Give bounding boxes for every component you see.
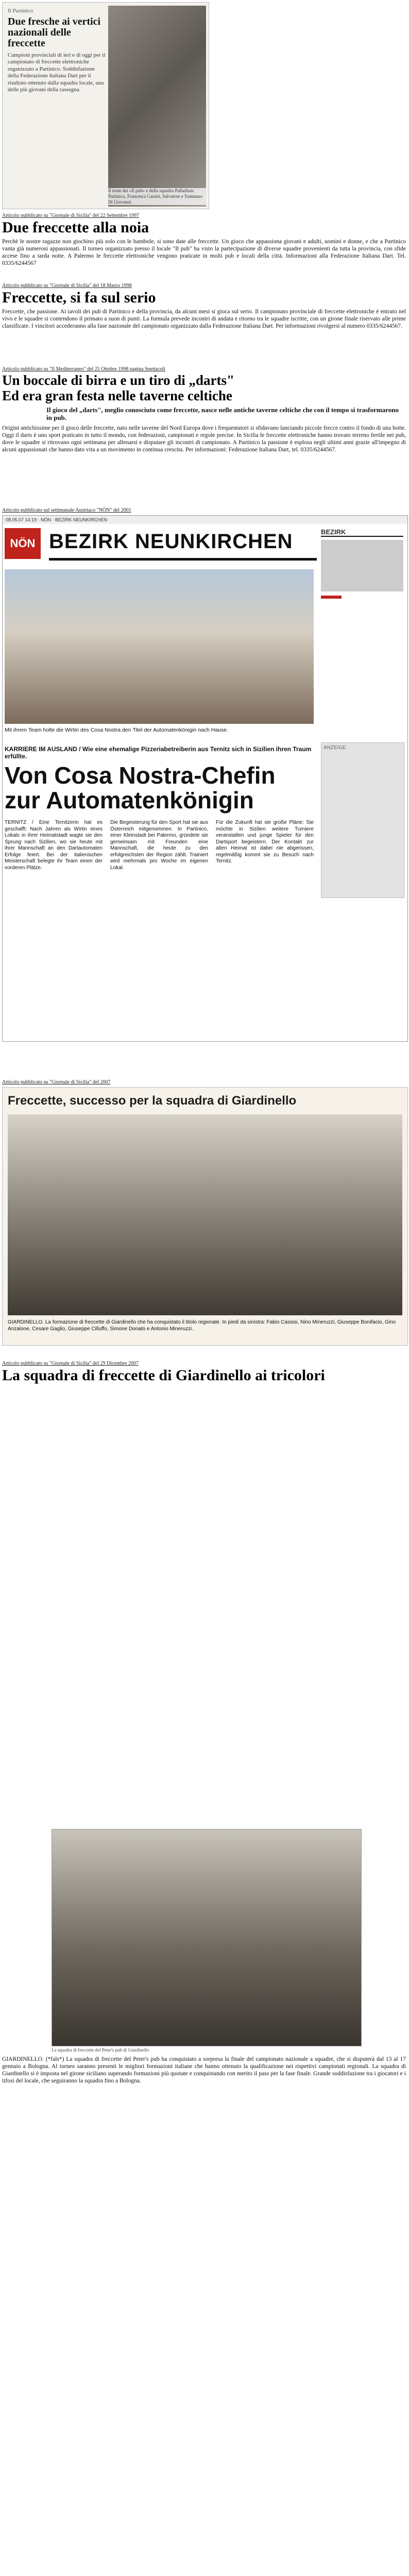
sidebar-accent bbox=[321, 596, 342, 599]
article-subtitle: Ed era gran festa nelle taverne celtiche bbox=[2, 388, 232, 403]
article-lead: Il gioco del „darts", meglio conosciuto come freccette, nasce nelle antiche taverne celtiche che con il tempo si trasformarono in pub. bbox=[46, 406, 399, 421]
article-source-caption: Articolo pubblicato su "Giornale di Sicilia" del 2007 bbox=[2, 1079, 111, 1085]
article-source-caption: Articolo pubblicato su "Giornale di Sicilia" del 22 Settembre 1997 bbox=[2, 213, 140, 218]
clipping-photo-caption: Il team dei «Il pub» e della squadra Palladium Partinico, Francesca Cassisi, Salvatore e Tommaso Di Giovanni bbox=[108, 188, 206, 205]
article-body: GIARDINELLO. (*fals*) La squadra di freccette del Peter's pub ha conquistato a sorpresa la finale del campionato nazionale a squadre, che si disputerà dal 13 al 17 gennaio a Bologna. Al torneo saranno presenti le migliori formazioni italiane che hanno ottenuto la qualificazione nei rispettivi campionati regionali. La squadra di Giardinello si è imposta nel girone siciliano superando formazioni più quotate e conquistando con merito il pass per la fase finale. Grande soddisfazione tra i giocatori e i tifosi del locale, che seguiranno la squadra fino a Bologna. bbox=[2, 2056, 406, 2084]
article-column-2: Die Begeisterung für den Sport hat sie aus Österreich mitgenommen. In Partinico, einer Kleinstadt bei Palermo, gründete sie gemeinsam mit Freunden eine Mannschaft, die heute zu den erfolgreichsten der Region zählt. Trainiert wird mehrmals pro Woche im eigenen Lokal. bbox=[110, 820, 208, 871]
clipping-title: Due fresche ai vertici nazionali delle freccette bbox=[8, 15, 101, 49]
article-body: Perchè le nostre ragazze non giochino più solo con le bambole, si sono date alle freccette. Un gioco che appassiona giovani e adulti, uomini e donne, e che a Partinico vanta già numerosi appassionati. Il torneo organizzato presso il locale "Il pub" ha visto la partecipazione di diverse squadre provenienti da tutta la provincia, con sfide accese fino a tarda notte. A Palermo le freccette elettroniche vengono praticate in molti pub e locali della città. Informazioni alla Federazione Italiana Dart. Tel. 0335/6244567 bbox=[2, 239, 406, 266]
article-kicker: KARRIERE IM AUSLAND / Wie eine ehemalige Pizzeriabetreiberin aus Ternitz sich in Sizilien ihren Traum erfüllte. bbox=[5, 745, 312, 760]
photo-caption: La squadra di freccette del Peter's pub di Giardinello bbox=[52, 2047, 149, 2053]
photo-caption: GIARDINELLO. La formazione di freccette di Giardinello che ha conquistato il titolo regionale. In piedi da sinistra: Fabio Cassisi, Nino Mineruzzi, Giuseppe Bonifacio, Gino Anzalone, Cesare Gaglio, Giuseppe Cilluffo, Simone Donato e Antonio Mineruzzi. bbox=[8, 1319, 396, 1332]
article-source-caption: Articolo pubblicato sul settimanale Austriaco "NÖN" del 2001 bbox=[2, 507, 131, 513]
section-rule bbox=[49, 558, 317, 561]
photo-caption: Mit ihrem Team holte die Wirtin des Cosa Nostra den Titel der Automatenkönigin nach Hause. bbox=[5, 727, 229, 733]
clipping-title: Freccette, successo per la squadra di Giardinello bbox=[8, 1094, 297, 1108]
article-source-caption: Articolo pubblicato su "Giornale di Sicilia" del 29 Dicembre 2007 bbox=[2, 1361, 139, 1366]
noen-logo: NÖN bbox=[5, 528, 41, 559]
article-title: Freccette, si fa sul serio bbox=[2, 289, 156, 306]
team-photo-bologna bbox=[52, 1829, 362, 2046]
article-body: Origini antichissime per il gioco delle freccette, nato nelle taverne del Nord Europa dove i frequentatori si sfidavano lanciando piccole frecce contro il fondo di una botte. Oggi il darts è uno sport praticato in tutto il mondo, con federazioni, campionati e regole precise. In Sicilia le freccette elettroniche hanno trovato terreno fertile nei pub, dove le squadre si ritrovano ogni settimana per allenarsi e disputare gli incontri di campionato. A Partinico la passione è esplosa negli ultimi anni grazie all'impegno di alcuni appassionati che hanno dato vita a un movimento in continua crescita. Per informazioni: Federazione Italiana Dart, tel. 0335/6244567. bbox=[2, 425, 406, 453]
clipping-body: Campioni provinciali di ieri e di oggi per il campionato di freccette elettroniche organizzato a Partinico. Soddisfazione della Federazione Italiana Dart per il risultato ottenuto dalla squadra locale, una delle più giovani della rassegna. bbox=[8, 52, 106, 93]
clipping-kicker: Il Partinico bbox=[8, 8, 33, 14]
article-title: La squadra di freccette di Giardinello ai tricolori bbox=[2, 1367, 325, 1384]
advertisement-label: ANZEIGE bbox=[323, 745, 346, 751]
advertisement-box bbox=[321, 742, 404, 898]
team-photo bbox=[8, 1114, 402, 1315]
sidebar-portrait bbox=[321, 540, 403, 591]
article-column-1: TERNITZ / Eine Ternitzerin hat es geschafft: Nach Jahren als Wirtin eines Lokals in ihrer Heimatstadt wagte sie den Sprung nach Sizilien, wo sie heute mit ihrer Mannschaft an den Dartautomaten Erfolge feiert. Bei der italienischen Meisterschaft belegte ihr Team einen der vorderen Plätze. bbox=[5, 820, 103, 871]
print-header-strip: 08.05.07 14:19 · NÖN · BEZIRK NEUNKIRCHEN bbox=[3, 516, 408, 524]
clipping-photo bbox=[108, 6, 206, 207]
article-title: Un boccale di birra e un tiro di „darts" bbox=[2, 372, 234, 388]
team-photo bbox=[5, 569, 314, 724]
newspaper-clipping-noen bbox=[2, 515, 408, 1042]
sidebar-column bbox=[321, 528, 403, 630]
article-source-caption: Articolo pubblicato su "Giornale di Sicilia" del 18 Marzo 1998 bbox=[2, 283, 132, 289]
section-title: BEZIRK NEUNKIRCHEN bbox=[49, 530, 293, 553]
sidebar-label: BEZIRK bbox=[321, 528, 403, 537]
newspaper-clipping-partinico bbox=[2, 2, 209, 209]
newspaper-clipping-giardinello bbox=[2, 1087, 408, 1346]
article-source-caption: Articolo pubblicato su "Il Mediterraneo" del 25 Ottobre 1998 pagina Spettacoli bbox=[2, 366, 165, 372]
article-body: Freccette, che passione. Ai tavoli dei pub di Partinico e della provincia, da alcuni mesi si gioca sul serio. Il campionato provinciale di freccette elettroniche è entrato nel vivo e le squadre si contendono il primato a suon di punti. La formula prevede incontri di andata e ritorno tra le squadre iscritte, con un girone finale riservato alle prime classificate. I vincitori accederanno alla fase nazionale del campionato organizzato dalla Federazione Italiana Dart. Per informazioni rivolgersi al numero 0335/6244567. bbox=[2, 309, 406, 329]
article-title: Due freccette alla noia bbox=[2, 219, 149, 236]
article-column-3: Für die Zukunft hat sie große Pläne: Sie möchte in Sizilien weitere Turniere veranstalten und junge Spieler für den Dartsport begeistern. Der Kontakt zur alten Heimat ist dabei nie abgerissen, regelmäßig kommt sie zu Besuch nach Ternitz. bbox=[216, 820, 314, 864]
article-headline: Von Cosa Nostra-Chefin zur Automatenkönigin bbox=[5, 762, 276, 814]
clipping-text bbox=[8, 8, 106, 94]
